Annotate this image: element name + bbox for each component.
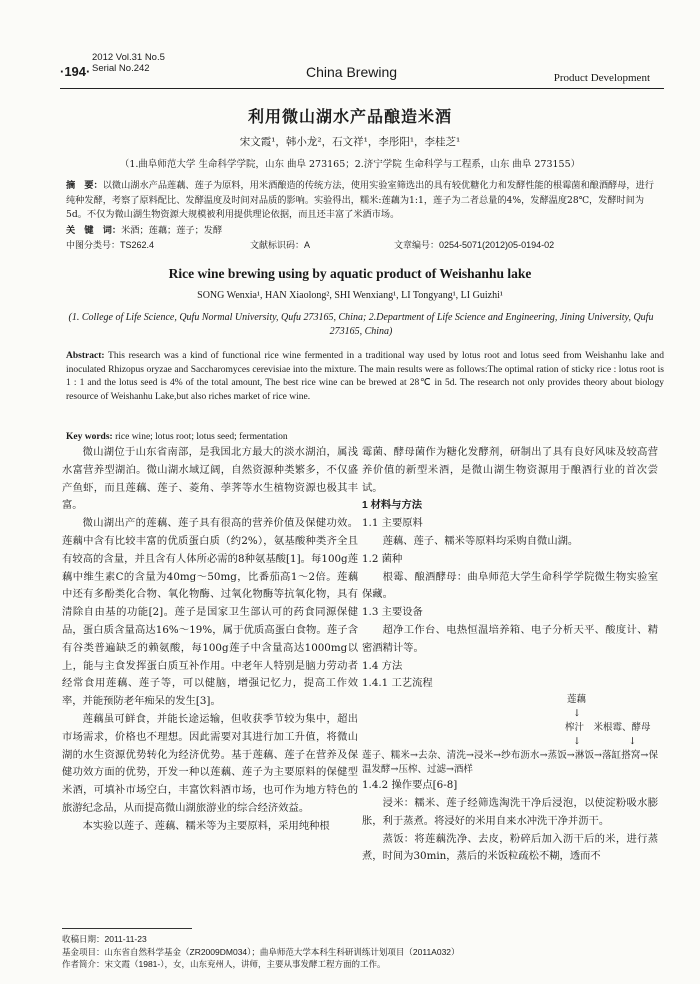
cn-abstract-label: 摘 要：: [66, 180, 103, 190]
flow-juice-step: 榨汁 米根霉、酵母: [565, 722, 651, 734]
subsection-heading: 1.4.2 操作要点[6-8]: [362, 779, 458, 792]
subsection-heading: 1.2 菌种: [362, 552, 403, 565]
en-keywords: [66, 432, 664, 442]
flow-arrow-icon: ↓: [573, 708, 581, 720]
cn-keywords-label: 关 键 词：: [66, 225, 122, 235]
en-keywords-label: Key words:: [66, 432, 113, 442]
paragraph: 莲藕虽可鲜食，并能长途运输，但收获季节较为集中，超出市场需求，价格也不理想。因此需要对其进行加工升值，将微山湖的水生资源优势转化为经济优势。基于莲藕、莲子在营养及保健功效方面的优势，开发一种以莲藕、莲子为主要原料的保健型米酒，可填补市场空白，丰富饮料酒市场，也可作为地方特色的旅游纪念品，从而提高微山湖旅游业的综合经济效益。: [62, 712, 358, 814]
cn-title: 利用微山湖水产品酿造米酒: [247, 107, 452, 126]
cn-abstract: [66, 178, 662, 223]
clc-number: 中图分类号：TS262.4: [66, 240, 155, 250]
en-affiliation: (1. College of Life Science, Qufu Normal University, Qufu 273165, China; 2.Department of Life Science and Engineering, Jining University, Qufu 273165, China): [68, 312, 654, 337]
received-date: 收稿日期：2011-11-23: [62, 934, 147, 944]
cn-keywords: [66, 223, 662, 239]
en-authors: SONG Wenxia¹, HAN Xiaolong², SHI Wenxiang¹, LI Tongyang¹, LI Guizhi¹: [197, 290, 503, 301]
header-rule: [60, 88, 664, 89]
cn-meta: [66, 238, 662, 251]
cn-abstract-text: 以微山湖水产品莲藕、莲子为原料，用米酒酿造的传统方法，使用实验室筛选出的具有较优糖化力和发酵性能的根霉菌和酿酒酵母，进行纯种发酵，考察了原料配比、发酵温度及时间对品质的影响。实验得出，糯米:莲藕为1:1，莲子为二者总量的4%，发酵温度28℃，发酵时间为5d。不仅为微山湖生物资源大规模被利用提供理论依据，而且还丰富了米酒市场。: [66, 180, 654, 220]
flow-arrows-icon: ↓ ↓: [573, 736, 637, 748]
journal-name: China Brewing: [306, 64, 398, 80]
en-abstract-label: Abstract:: [66, 351, 105, 361]
footnote-rule: [62, 928, 192, 929]
en-abstract-text: This research was a kind of functional rice wine fermented in a traditional way used by lotus root and lotus seed from Weishanhu lake and inoculated Rhizopus oryzae and Saccharomyces cerevisiae into the mixture. The main results were as follows:The optimal ration of sticky rice : lotus root is 1 : 1 and the lotus seed is 4% of the total amount, The best rice wine can be brewed at 28℃ in 5d. The research not only provides theory about biology resource of Weishanhu Lake,but also riches market of rice wine.: [66, 351, 664, 402]
section-name: Product Development: [553, 72, 650, 84]
en-keywords-text: rice wine; lotus root; lotus seed; fermentation: [115, 432, 288, 442]
issue-volume: 2012 Vol.31 No.5: [92, 52, 165, 63]
process-flow: [362, 693, 658, 777]
paragraph: 超净工作台、电热恒温培养箱、电子分析天平、酸度计、精密酒精计等。: [362, 623, 658, 654]
fund-info: 基金项目：山东省自然科学基金（ZR2009DM034）；曲阜师范大学本科生科研训练计划项目（2011A032）: [62, 946, 460, 957]
flow-main-chain: 莲子、糯米→去杂、清洗→浸米→纱布沥水→蒸饭→淋饭→落缸搭窝→保温发酵→压榨、过滤→酒样: [362, 750, 658, 776]
paragraph: 微山湖出产的莲藕、莲子具有很高的营养价值及保健功效。莲藕中含有比较丰富的优质蛋白质（约2%），氨基酸种类齐全且有较高的含量，并且含有人体所必需的8种氨基酸[1]。每100g莲藕中维生素C的含量为40mg～50mg，比番茄高1～2倍。莲藕中还有多酚类化合物、氧化物酶、过氧化物酶等抗氧化物，具有清除自由基的功能[2]。莲子是国家卫生部认可的药食同源保健品，蛋白质含量高达16%～19%，属于优质高蛋白食物。莲子含有谷类普遍缺乏的赖氨酸，每100g莲子中含量高达1000mg以上，能与主食发挥蛋白质互补作用。中老年人特别是脑力劳动者经常食用莲藕、莲子等，可以健脑，增强记忆力，提高工作效率，并能预防老年痴呆的发生[3]。: [62, 517, 358, 708]
en-title: Rice wine brewing using by aquatic product of Weishanhu lake: [168, 266, 532, 281]
en-abstract: [66, 350, 664, 404]
cn-keywords-text: 米酒；莲藕；莲子；发酵: [121, 225, 223, 236]
paragraph: 本实验以莲子、莲藕、糯米等为主要原料，采用纯种根: [82, 819, 330, 832]
cn-authors: 宋文霞¹，韩小龙²，石文祥¹，李彤阳¹，李桂芝¹: [239, 136, 461, 148]
page-number: ·194·: [60, 64, 91, 79]
section-heading: 1 材料与方法: [362, 500, 423, 512]
body-left-column: [62, 444, 358, 836]
paragraph: 根霉、酿酒酵母：曲阜师范大学生命科学学院微生物实验室保藏。: [362, 570, 658, 601]
author-info: 作者简介：宋文霞（1981-），女，山东兖州人，讲师，主要从事发酵工程方面的工作。: [62, 959, 386, 969]
body-right-column: [362, 444, 658, 866]
article-number: 文章编号：0254-5071(2012)05-0194-02: [394, 240, 555, 250]
paragraph: 浸米：糯米、莲子经筛选淘洗干净后浸泡，以使淀粉吸水膨胀，利于蒸煮。将浸好的米用自来水冲洗干净并沥干。: [362, 796, 658, 827]
paragraph: 莲藕、莲子、糯米等原料均采购自微山湖。: [382, 534, 579, 547]
paragraph: 蒸饭：将莲藕洗净、去皮，粉碎后加入沥干后的米，进行蒸煮，时间为30min，蒸后的米饭粒疏松不糊，透而不: [362, 832, 658, 863]
flow-lotus-root: 莲藕: [567, 694, 587, 706]
cn-affiliation: （1.曲阜师范大学 生命科学学院，山东 曲阜 273165；2.济宁学院 生命科学与工程系，山东 曲阜 273155）: [119, 159, 581, 170]
paragraph: 微山湖位于山东省南部，是我国北方最大的淡水湖泊，属浅水富营养型湖泊。微山湖水域辽阔，自然资源种类繁多，不仅盛产鱼虾，而且莲藕、莲子、菱角、荸荠等水生植物资源也极其丰富。: [62, 446, 358, 512]
footnote: [62, 933, 662, 971]
issue-serial: Serial No.242: [92, 63, 150, 74]
subsection-heading: 1.4.1 工艺流程: [362, 677, 433, 690]
doc-code: 文献标识码：A: [250, 240, 311, 250]
paragraph: 霉菌、酵母菌作为糖化发酵剂，研制出了具有良好风味及较高营养价值的新型米酒，是微山湖生物资源用于酿酒行业的首次尝试。: [362, 446, 658, 494]
subsection-heading: 1.4 方法: [362, 659, 403, 672]
subsection-heading: 1.3 主要设备: [362, 606, 423, 619]
subsection-heading: 1.1 主要原料: [362, 517, 423, 530]
issue-info: [92, 52, 165, 74]
